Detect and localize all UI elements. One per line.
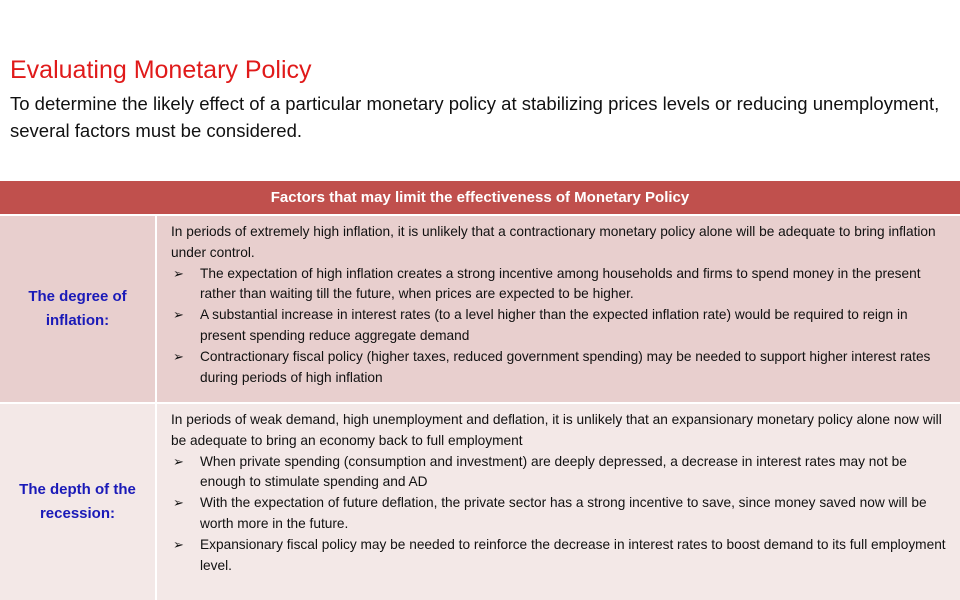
table-row [0,214,960,402]
list-item [171,347,948,389]
bullet-list [171,452,948,577]
bullet-text: Contractionary fiscal policy (higher taxes, reduced government spending) may be needed to support higher interest rates during periods of high inflation [200,348,931,385]
row-label-recession: The depth of the recession: [0,404,157,600]
bullet-text: The expectation of high inflation creates a strong incentive among households and firms to spend money in the present rather than waiting till the future, when prices are expected to be higher. [200,265,921,302]
intro-text: To determine the likely effect of a particular monetary policy at stabilizing prices levels or reducing unemployment, several factors must be considered. [10,93,940,141]
bullet-text: When private spending (consumption and investment) are deeply depressed, a decrease in interest rates may not be enough to stimulate spending and AD [200,453,907,490]
list-item [171,452,948,494]
bullet-text: Expansionary fiscal policy may be needed to reinforce the decrease in interest rates to boost demand to its full employment level. [200,536,946,573]
bullet-text: A substantial increase in interest rates (to a level higher than the expected inflation rate) would be required to reign in present spending reduce aggregate demand [200,307,908,343]
slide-title: Evaluating Monetary Policy [10,56,312,84]
arrow-check-bullet-icon: ➢ [173,348,184,364]
table-header: Factors that may limit the effectiveness of Monetary Policy [0,181,960,214]
arrow-check-bullet-icon: ➢ [173,495,184,511]
arrow-check-bullet-icon: ➢ [173,265,184,281]
bullet-text: With the expectation of future deflation, the private sector has a strong incentive to save, since money saved now will be worth more in the future. [200,495,927,531]
list-item [171,305,948,347]
list-item [171,493,948,535]
table-row [0,402,960,600]
list-item [171,535,948,577]
list-item [171,264,948,306]
row-content [157,404,960,600]
arrow-check-bullet-icon: ➢ [173,453,184,469]
row-lead-text: In periods of weak demand, high unemployment and deflation, it is unlikely that an expansionary monetary policy alone now will be adequate to bring an economy back to full employment [171,412,942,448]
factors-table [0,181,960,600]
arrow-check-bullet-icon: ➢ [173,536,184,552]
bullet-list [171,264,948,389]
row-content [157,216,960,402]
row-label-inflation: The degree of inflation: [0,216,157,402]
row-lead-text: In periods of extremely high inflation, it is unlikely that a contractionary monetary policy alone will be adequate to bring inflation under control. [171,224,936,260]
arrow-check-bullet-icon: ➢ [173,307,184,323]
